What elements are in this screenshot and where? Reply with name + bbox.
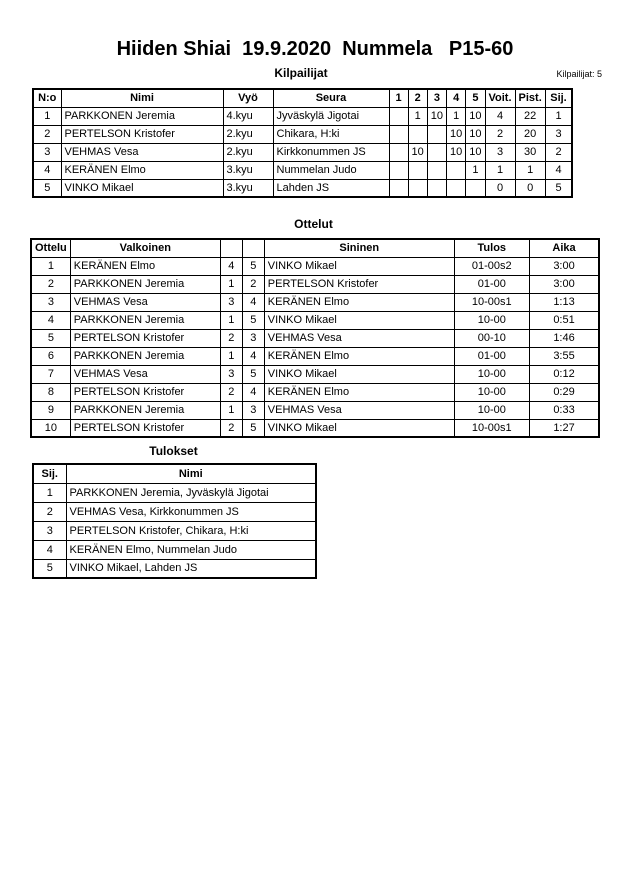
matches-cell: 2 [31,275,70,293]
matches-cell: 0:33 [529,401,599,419]
matches-cell: PERTELSON Kristofer [264,275,454,293]
competitors-cell: 3 [545,125,572,143]
competitors-cell: 22 [515,107,545,125]
competitors-cell [389,125,408,143]
matches-header-cell [242,239,264,257]
matches-header-cell [220,239,242,257]
competitors-cell: VINKO Mikael [61,179,223,197]
matches-cell: PARKKONEN Jeremia [70,311,220,329]
matches-cell: 3 [220,293,242,311]
matches-cell: 0:51 [529,311,599,329]
competitors-cell: PERTELSON Kristofer [61,125,223,143]
competitors-header-cell: 5 [466,89,485,107]
competitors-cell: PARKKONEN Jeremia [61,107,223,125]
matches-cell: KERÄNEN Elmo [264,293,454,311]
competitors-header-cell: Nimi [61,89,223,107]
competitors-cell: 4 [485,107,515,125]
matches-cell: 5 [242,419,264,437]
competitors-cell: 2.kyu [223,125,273,143]
results-cell: 5 [33,559,66,578]
matches-cell: 4 [220,257,242,275]
matches-header-cell: Valkoinen [70,239,220,257]
matches-header-cell: Tulos [454,239,529,257]
competitors-cell: 10 [466,107,485,125]
competitors-cell [408,161,427,179]
matches-table [30,238,600,438]
matches-row [31,275,599,293]
competitors-cell: 30 [515,143,545,161]
matches-cell: PERTELSON Kristofer [70,329,220,347]
competitors-cell: 1 [466,161,485,179]
competitors-cell: 4 [33,161,61,179]
matches-cell: 00-10 [454,329,529,347]
competitors-header-cell: Pist. [515,89,545,107]
matches-header-row [31,239,599,257]
competitors-cell: 1 [33,107,61,125]
results-row [33,483,316,502]
results-cell: 3 [33,521,66,540]
competitors-cell: 1 [408,107,427,125]
matches-cell: 5 [242,257,264,275]
results-cell: PERTELSON Kristofer, Chikara, H:ki [66,521,316,540]
matches-cell: 3:00 [529,275,599,293]
competitors-cell: 10 [408,143,427,161]
competitors-cell: Lahden JS [273,179,389,197]
results-row [33,521,316,540]
matches-cell: 4 [242,347,264,365]
competitors-cell [389,179,408,197]
matches-row [31,257,599,275]
matches-cell: 3 [220,365,242,383]
competitors-cell [389,107,408,125]
matches-cell: VINKO Mikael [264,419,454,437]
matches-cell: 0:12 [529,365,599,383]
competitors-header-cell: Voit. [485,89,515,107]
competitors-cell: Chikara, H:ki [273,125,389,143]
matches-cell: 6 [31,347,70,365]
matches-row [31,311,599,329]
competitors-cell: 10 [466,143,485,161]
results-cell: 1 [33,483,66,502]
matches-row [31,347,599,365]
competitors-cell: 1 [515,161,545,179]
matches-cell: 01-00 [454,347,529,365]
matches-cell: PARKKONEN Jeremia [70,347,220,365]
competitors-cell: 0 [485,179,515,197]
matches-cell: KERÄNEN Elmo [264,383,454,401]
page-title: Hiiden Shiai 19.9.2020 Nummela P15-60 [116,38,514,60]
competitors-row [33,161,572,179]
competitors-cell: Nummelan Judo [273,161,389,179]
competitors-cell [447,161,466,179]
matches-cell: VINKO Mikael [264,257,454,275]
competitors-section-title: Kilpailijat [274,66,328,80]
competitors-header-cell: N:o [33,89,61,107]
results-cell: VEHMAS Vesa, Kirkkonummen JS [66,502,316,521]
competitors-header-cell: 3 [427,89,446,107]
competitors-cell: 20 [515,125,545,143]
matches-cell: 4 [242,293,264,311]
matches-row [31,329,599,347]
matches-cell: 2 [220,329,242,347]
matches-cell: 7 [31,365,70,383]
competitors-cell: 5 [33,179,61,197]
competitors-header-cell: 4 [447,89,466,107]
results-header-row [33,464,316,483]
matches-cell: 2 [242,275,264,293]
competitors-header-cell: Sij. [545,89,572,107]
matches-cell: VINKO Mikael [264,311,454,329]
results-row [33,502,316,521]
matches-cell: 1 [220,401,242,419]
matches-cell: 2 [220,383,242,401]
matches-cell: 10-00 [454,401,529,419]
matches-cell: KERÄNEN Elmo [70,257,220,275]
competitors-cell: 3.kyu [223,161,273,179]
competitors-cell [447,179,466,197]
matches-cell: 5 [242,311,264,329]
competitors-cell [427,161,446,179]
competitors-cell [389,161,408,179]
competitors-table [32,88,573,198]
matches-cell: 1:13 [529,293,599,311]
competitors-cell [408,179,427,197]
competitors-cell: 10 [447,125,466,143]
matches-cell: KERÄNEN Elmo [264,347,454,365]
results-cell: VINKO Mikael, Lahden JS [66,559,316,578]
competitors-row [33,179,572,197]
matches-cell: 10-00s1 [454,293,529,311]
results-cell: PARKKONEN Jeremia, Jyväskylä Jigotai [66,483,316,502]
matches-cell: 3 [242,401,264,419]
competitors-cell: 10 [427,107,446,125]
competitors-cell: 10 [466,125,485,143]
matches-cell: 1 [220,347,242,365]
matches-cell: 0:29 [529,383,599,401]
competitors-header-cell: Seura [273,89,389,107]
competitors-cell: 3.kyu [223,179,273,197]
matches-cell: 2 [220,419,242,437]
competitors-header-row [33,89,572,107]
competitors-cell [408,125,427,143]
competitors-row [33,143,572,161]
matches-cell: PERTELSON Kristofer [70,383,220,401]
competitors-cell: 2 [33,125,61,143]
competitors-cell: 4.kyu [223,107,273,125]
results-row [33,559,316,578]
results-cell: 2 [33,502,66,521]
matches-cell: VEHMAS Vesa [70,365,220,383]
matches-cell: 4 [242,383,264,401]
competitors-cell: 1 [545,107,572,125]
matches-cell: 1 [220,275,242,293]
competitors-row [33,125,572,143]
matches-cell: 8 [31,383,70,401]
matches-cell: 3 [242,329,264,347]
competitors-cell [427,179,446,197]
matches-cell: 10-00 [454,365,529,383]
matches-cell: 5 [31,329,70,347]
matches-row [31,419,599,437]
matches-cell: 4 [31,311,70,329]
matches-cell: 01-00s2 [454,257,529,275]
matches-cell: 3:55 [529,347,599,365]
competitors-header-cell: 1 [389,89,408,107]
results-section-title: Tulokset [149,444,198,458]
matches-row [31,383,599,401]
competitors-cell [389,143,408,161]
matches-cell: 10-00 [454,311,529,329]
matches-cell: 3 [31,293,70,311]
matches-cell: VEHMAS Vesa [264,401,454,419]
competitors-cell: 3 [33,143,61,161]
matches-cell: VINKO Mikael [264,365,454,383]
matches-header-cell: Sininen [264,239,454,257]
matches-row [31,401,599,419]
results-cell: KERÄNEN Elmo, Nummelan Judo [66,540,316,559]
competitors-cell: 1 [447,107,466,125]
competitors-cell: Kirkkonummen JS [273,143,389,161]
results-header-cell: Sij. [33,464,66,483]
competitors-cell: VEHMAS Vesa [61,143,223,161]
matches-cell: VEHMAS Vesa [70,293,220,311]
matches-cell: 01-00 [454,275,529,293]
results-header-cell: Nimi [66,464,316,483]
competitors-header-cell: Vyö [223,89,273,107]
matches-row [31,365,599,383]
matches-cell: 10-00 [454,383,529,401]
competitors-cell: 2 [485,125,515,143]
matches-cell: 3:00 [529,257,599,275]
competitors-cell [427,143,446,161]
competitors-cell: 0 [515,179,545,197]
matches-cell: 9 [31,401,70,419]
competitors-cell: 1 [485,161,515,179]
matches-cell: PERTELSON Kristofer [70,419,220,437]
matches-cell: 1 [220,311,242,329]
results-row [33,540,316,559]
matches-cell: 10 [31,419,70,437]
competitors-cell: Jyväskylä Jigotai [273,107,389,125]
competitors-cell: 5 [545,179,572,197]
competitors-cell [466,179,485,197]
matches-header-cell: Ottelu [31,239,70,257]
matches-cell: PARKKONEN Jeremia [70,275,220,293]
competitors-cell: 4 [545,161,572,179]
matches-cell: 5 [242,365,264,383]
matches-row [31,293,599,311]
matches-cell: 1:46 [529,329,599,347]
competitors-cell: 2.kyu [223,143,273,161]
competitors-cell: 10 [447,143,466,161]
competitors-cell: KERÄNEN Elmo [61,161,223,179]
matches-cell: 10-00s1 [454,419,529,437]
matches-cell: PARKKONEN Jeremia [70,401,220,419]
competitors-header-cell: 2 [408,89,427,107]
matches-header-cell: Aika [529,239,599,257]
results-cell: 4 [33,540,66,559]
matches-cell: 1:27 [529,419,599,437]
competitors-cell: 2 [545,143,572,161]
competitors-cell: 3 [485,143,515,161]
results-table [32,463,317,579]
competitors-count-label: Kilpailijat: 5 [556,69,602,79]
matches-cell: 1 [31,257,70,275]
competitors-row [33,107,572,125]
matches-cell: VEHMAS Vesa [264,329,454,347]
matches-section-title: Ottelut [294,217,333,231]
competitors-cell [427,125,446,143]
